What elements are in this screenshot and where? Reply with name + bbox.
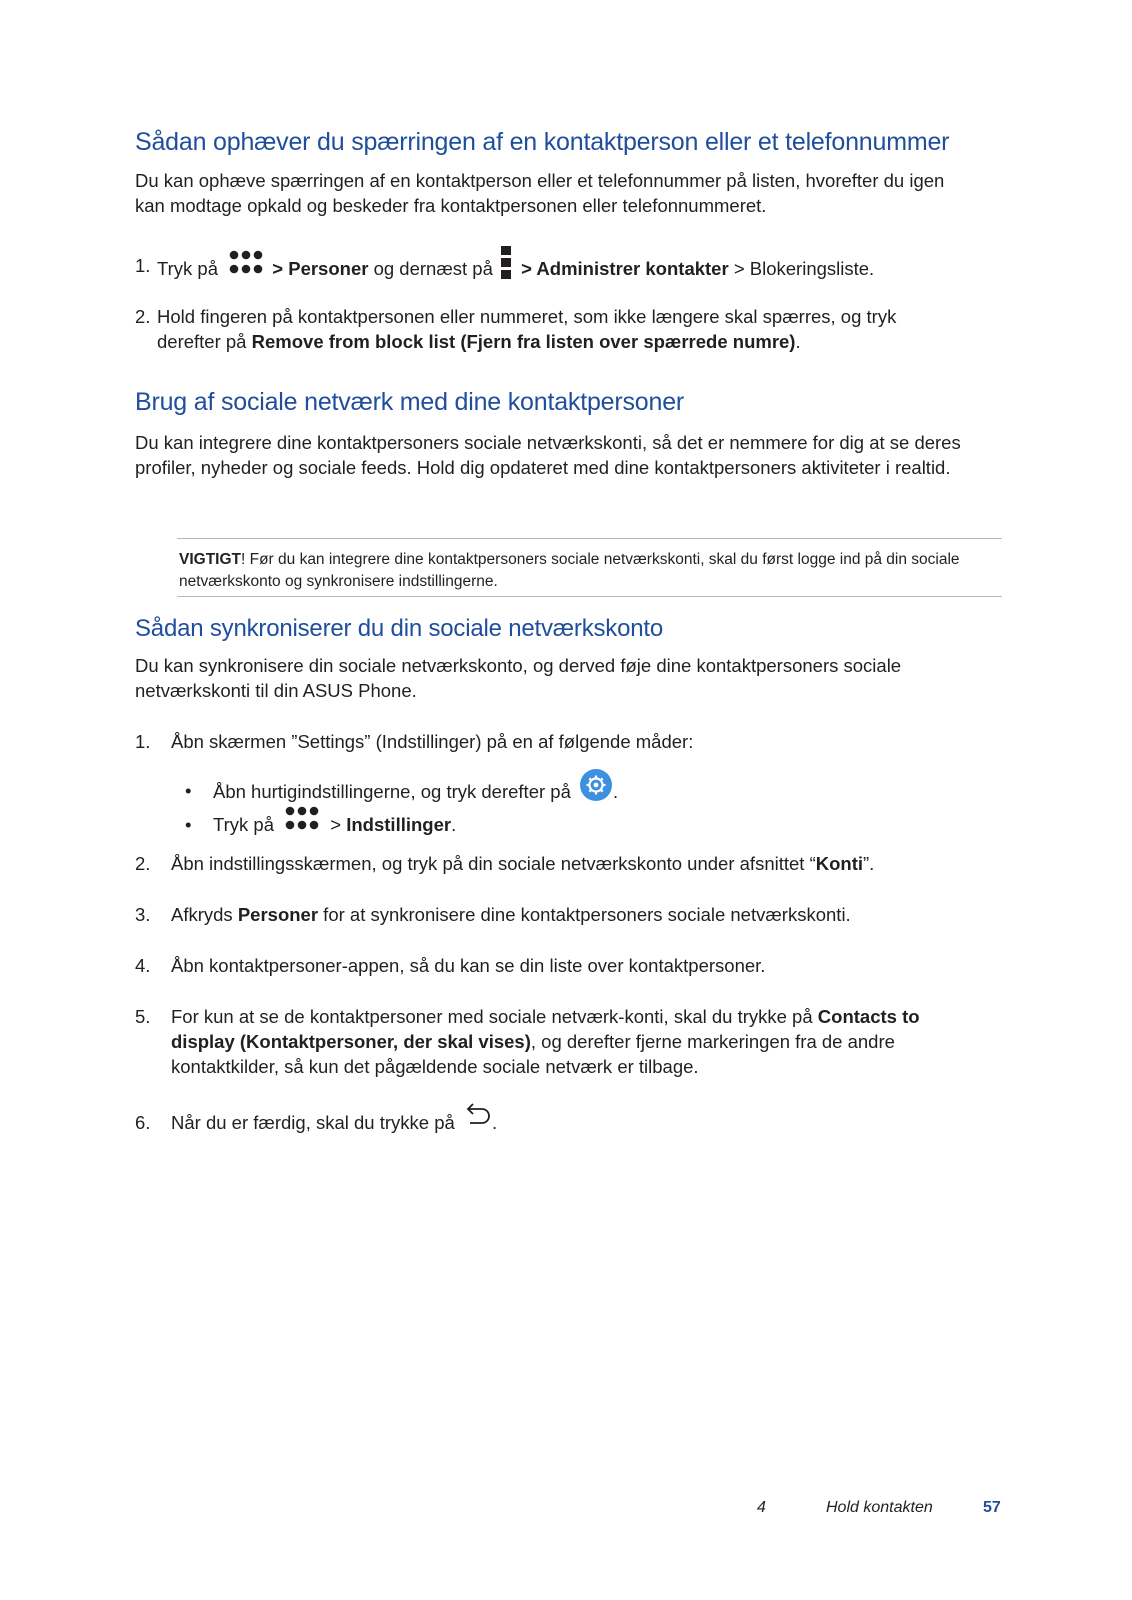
step-number: 6. xyxy=(135,1112,151,1133)
remove-from-block-list-label: Remove from block list (Fjern fra listen over spærrede numre) xyxy=(251,331,796,352)
punctuation: . xyxy=(451,814,457,835)
indstillinger-label: Indstillinger xyxy=(346,814,452,835)
step-text: > Blokeringsliste. xyxy=(733,257,875,279)
section-heading-sync: Sådan synkroniserer du din sociale netværkskonto xyxy=(135,615,664,642)
section-heading-unblock: Sådan ophæver du spærringen af en kontaktperson eller et telefonnummer xyxy=(135,128,950,156)
step-number: 2. xyxy=(135,853,151,874)
step-text: Tryk på xyxy=(157,257,218,279)
step-text: Hold fingeren på kontaktpersonen eller nummeret, som ikke længere skal spærres, og tryk derefter på xyxy=(157,306,897,352)
note-text: ! Før du kan integrere dine kontaktpersoners sociale netværkskonti, skal du først logge ind på din sociale netværkskonto og synkronisere indstillingerne. xyxy=(179,551,960,590)
step-number: 3. xyxy=(135,904,151,925)
konti-label: Konti xyxy=(815,853,863,874)
section-heading-social: Brug af sociale netværk med dine kontaktpersoner xyxy=(135,388,685,416)
bullet-dot: • xyxy=(185,780,192,801)
arrow-symbol: > xyxy=(330,814,347,835)
administrer-kontakter-label: > Administrer kontakter xyxy=(521,257,729,279)
section-intro-social: Du kan integrere dine kontaktpersoners sociale netværkskonti, så det er nemmere for dig at se deres profiler, nyheder og sociale feeds. Hold dig opdateret med dine kontaktpersoners aktiviteter i realtid. xyxy=(135,432,961,478)
section-intro-sync: Du kan synkronisere din sociale netværkskonto, og derved føje dine kontaktpersoners sociale netværkskonti til din ASUS Phone. xyxy=(135,655,902,701)
step-text: og dernæst på xyxy=(373,257,493,279)
step-number: 5. xyxy=(135,1006,151,1027)
step-number: 1. xyxy=(135,731,151,752)
punctuation: . xyxy=(491,1112,498,1133)
bullet-text: Åbn hurtigindstillingerne, og tryk derefter på xyxy=(213,780,571,802)
contacts-to-display-label: to display (Kontaktpersoner, der skal vises) xyxy=(171,1006,920,1052)
footer-chapter-title: Hold kontakten xyxy=(826,1499,933,1516)
back-arrow-icon xyxy=(464,1100,492,1136)
step-text: Afkryds xyxy=(171,904,238,925)
menu-dots-vertical-icon xyxy=(500,245,512,287)
step-text: , og derefter fjerne markeringen fra de andre kontaktkilder, så kun det pågældende sociale netværk er tilbage. xyxy=(171,1031,895,1077)
step-text: for at synkronisere dine kontaktpersoners sociale netværkskonti. xyxy=(318,904,851,925)
step-number: 2. xyxy=(135,306,151,327)
step-text: Åbn kontaktpersoner-appen, så du kan se din liste over kontaktpersoner. xyxy=(171,955,766,976)
footer-chapter-number: 4 xyxy=(757,1499,766,1516)
personer-label: Personer xyxy=(237,904,319,925)
step-text: Når du er færdig, skal du trykke på xyxy=(171,1112,455,1133)
punctuation: . xyxy=(613,780,619,802)
step-text: Åbn indstillingsskærmen, og tryk på din sociale netværkskonto under afsnittet “ xyxy=(171,853,816,874)
section-intro-unblock: Du kan ophæve spærringen af en kontaktperson eller et telefonnummer på listen, hvorefter du igen kan modtage opkald og beskeder fra kontaktpersonen eller telefonnummeret. xyxy=(135,170,945,216)
bullet-dot: • xyxy=(185,814,192,835)
step-number: 1. xyxy=(135,255,151,276)
footer-page-number: 57 xyxy=(983,1499,1001,1516)
note-label: VIGTIGT xyxy=(179,551,241,568)
settings-gear-icon xyxy=(579,768,613,808)
personer-label: > Personer xyxy=(272,257,369,279)
step-text: For kun at se de kontaktpersoner med sociale netværk-konti, skal du trykke på xyxy=(171,1006,818,1027)
important-note xyxy=(177,538,1002,597)
punctuation: ”. xyxy=(863,853,875,874)
step-text: Åbn skærmen ”Settings” (Indstillinger) på en af følgende måder: xyxy=(171,731,694,752)
apps-grid-icon xyxy=(227,249,265,283)
punctuation: . xyxy=(795,331,801,352)
bullet-text: Tryk på xyxy=(213,814,274,835)
apps-grid-icon xyxy=(283,805,321,839)
step-number: 4. xyxy=(135,955,151,976)
contacts-label: Contacts xyxy=(817,1006,897,1027)
